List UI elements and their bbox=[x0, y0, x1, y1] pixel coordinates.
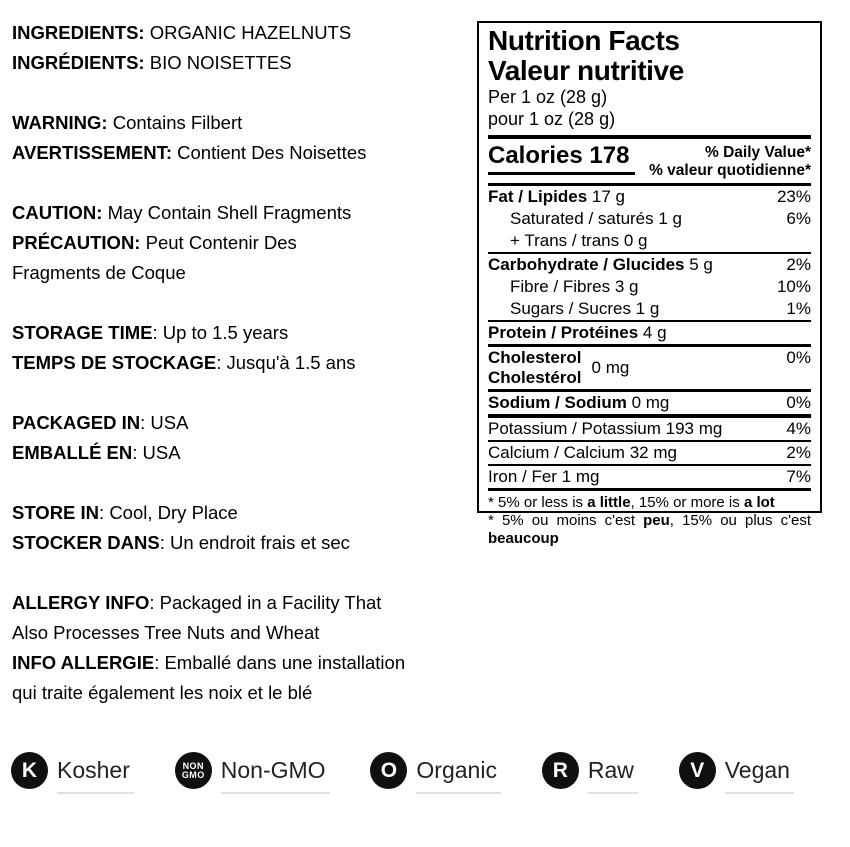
badge-vegan bbox=[679, 752, 790, 789]
badge-raw bbox=[542, 752, 634, 789]
badge-icon-text: GMO bbox=[181, 769, 205, 780]
label-line: EMBALLÉ EN: USA bbox=[12, 442, 181, 463]
nutrient-daily-value: 7% bbox=[786, 467, 811, 486]
nutrient-row bbox=[488, 344, 811, 389]
nf-header bbox=[488, 26, 811, 139]
label-group bbox=[12, 498, 470, 558]
nutrient-name: Calcium / Calcium 32 mg bbox=[488, 443, 677, 462]
label-group bbox=[12, 318, 470, 378]
kosher-icon bbox=[11, 752, 48, 789]
label-line-bold: ALLERGY INFO bbox=[12, 592, 150, 613]
nutrient-name-text: Fibre / Fibres bbox=[510, 277, 611, 296]
label-group bbox=[12, 198, 470, 288]
nf-serving-fr: pour 1 oz (28 g) bbox=[488, 109, 616, 129]
footnote-bold: a little bbox=[587, 494, 631, 511]
badge-kosher bbox=[11, 752, 130, 789]
label-line-bold: STOCKER DANS bbox=[12, 532, 160, 553]
nutrient-name-text: Iron / Fer bbox=[488, 467, 557, 486]
label-line: STOCKER DANS: Un endroit frais et sec bbox=[12, 532, 350, 553]
calories-row bbox=[488, 139, 811, 186]
certification-badges bbox=[11, 752, 790, 789]
footnote-bold: peu bbox=[643, 512, 670, 529]
nutrient-daily-value: 10% bbox=[776, 277, 811, 296]
nutrient-name-text: Carbohydrate / Glucides bbox=[488, 255, 685, 274]
nutrient-name: Carbohydrate / Glucides 5 g bbox=[488, 255, 713, 274]
nutrient-name-text: Protein / Protéines bbox=[488, 323, 639, 342]
label-line: AVERTISSEMENT: Contient Des Noisettes bbox=[12, 142, 367, 163]
nutrient-name: Fat / Lipides 17 g bbox=[488, 187, 625, 206]
organic-icon bbox=[370, 752, 407, 789]
footnote-text: * 5% ou moins c'est bbox=[488, 512, 644, 529]
nutrient-name: Iron / Fer 1 mg bbox=[488, 467, 600, 486]
daily-value-header bbox=[649, 143, 811, 180]
nutrient-row bbox=[488, 208, 811, 230]
label-line-bold: EMBALLÉ EN bbox=[12, 442, 133, 463]
nutrient-name-text: Saturated / saturés bbox=[510, 209, 654, 228]
nutrient-name: + Trans / trans 0 g bbox=[510, 231, 648, 250]
badge-non-gmo bbox=[175, 752, 326, 789]
label-line-bold: TEMPS DE STOCKAGE bbox=[12, 352, 217, 373]
badge-organic bbox=[370, 752, 497, 789]
footnote-line-fr bbox=[488, 512, 811, 530]
nutrient-row bbox=[488, 252, 811, 276]
footnote-line-fr-last: beaucoup bbox=[488, 530, 559, 547]
nutrient-name: Saturated / saturés 1 g bbox=[510, 209, 682, 228]
label-line-bold: STORAGE TIME bbox=[12, 322, 153, 343]
nutrient-name-line: Cholestérol bbox=[488, 368, 582, 387]
label-line-bold: INFO ALLERGIE bbox=[12, 652, 155, 673]
daily-value-en: % Daily Value* bbox=[705, 144, 811, 161]
footnote-line-en bbox=[488, 494, 811, 512]
nf-title-en: Nutrition Facts bbox=[488, 25, 680, 56]
label-line: PACKAGED IN: USA bbox=[12, 412, 189, 433]
nf-footnote bbox=[488, 488, 811, 548]
nutrient-name: Protein / Protéines 4 g bbox=[488, 323, 667, 342]
label-line: qui traite également les noix et le blé bbox=[12, 682, 313, 703]
nutrient-daily-value: 4% bbox=[786, 419, 811, 438]
label-line: INGRÉDIENTS: BIO NOISETTES bbox=[12, 52, 292, 73]
badge-label: Organic bbox=[416, 757, 497, 783]
label-group bbox=[12, 108, 470, 168]
nutrient-daily-value: 23% bbox=[776, 187, 811, 206]
calories-number: 178 bbox=[589, 142, 630, 169]
label-line: STORE IN: Cool, Dry Place bbox=[12, 502, 238, 523]
nutrient-daily-value: 0% bbox=[786, 348, 811, 367]
nutrient-row bbox=[488, 414, 811, 440]
label-line: CAUTION: May Contain Shell Fragments bbox=[12, 202, 352, 223]
label-line-bold: WARNING: bbox=[12, 112, 108, 133]
nutrient-name bbox=[488, 348, 629, 388]
label-line: WARNING: Contains Filbert bbox=[12, 112, 243, 133]
calories-label: Calories bbox=[488, 142, 583, 169]
label-line-bold: PRÉCAUTION: bbox=[12, 232, 141, 253]
nutrient-row bbox=[488, 464, 811, 488]
nutrient-rows bbox=[488, 186, 811, 488]
label-line-bold: STORE IN bbox=[12, 502, 100, 523]
label-info-column bbox=[12, 18, 470, 738]
nutrient-daily-value: 1% bbox=[786, 299, 811, 318]
label-line: Fragments de Coque bbox=[12, 262, 186, 283]
label-group bbox=[12, 18, 470, 78]
badge-icon-text: K bbox=[21, 758, 38, 782]
calories-value bbox=[488, 143, 635, 175]
nutrient-amount: 0 mg bbox=[591, 358, 630, 377]
footnote-text: * 5% or less is bbox=[488, 494, 588, 511]
nutrient-row bbox=[488, 230, 811, 252]
badge-label: Raw bbox=[587, 757, 634, 783]
label-line-bold: INGRÉDIENTS: bbox=[12, 52, 145, 73]
badge-icon-text: R bbox=[552, 758, 568, 782]
nutrient-name-text: Sodium / Sodium bbox=[488, 393, 627, 412]
nutrient-name-text: Calcium / Calcium bbox=[488, 443, 625, 462]
raw-icon bbox=[542, 752, 579, 789]
nutrient-name-stacked bbox=[488, 348, 629, 388]
nutrient-name: Fibre / Fibres 3 g bbox=[510, 277, 639, 296]
daily-value-fr: % valeur quotidienne* bbox=[649, 162, 811, 179]
nutrient-name-text: Potassium / Potassium bbox=[488, 419, 661, 438]
nutrient-name-text: + Trans / trans bbox=[510, 231, 620, 250]
footnote-text: , 15% ou plus c'est bbox=[669, 512, 811, 529]
label-line: INGREDIENTS: ORGANIC HAZELNUTS bbox=[12, 22, 352, 43]
non-gmo-icon bbox=[175, 752, 212, 789]
label-line: ALLERGY INFO: Packaged in a Facility That bbox=[12, 592, 382, 613]
badge-icon-text: NON bbox=[182, 760, 204, 771]
badge-icon-text: O bbox=[380, 758, 398, 782]
nutrient-row bbox=[488, 320, 811, 344]
nf-serving-en: Per 1 oz (28 g) bbox=[488, 87, 608, 107]
nutrient-daily-value: 0% bbox=[786, 393, 811, 412]
badge-icon-text: V bbox=[690, 758, 705, 782]
nutrient-name-lines bbox=[488, 348, 582, 388]
nutrient-row bbox=[488, 186, 811, 208]
nutrient-daily-value: 6% bbox=[786, 209, 811, 228]
label-line: Also Processes Tree Nuts and Wheat bbox=[12, 622, 320, 643]
footnote-bold: a lot bbox=[743, 494, 775, 511]
label-line-bold: AVERTISSEMENT: bbox=[12, 142, 173, 163]
nutrient-row bbox=[488, 276, 811, 298]
label-line: TEMPS DE STOCKAGE: Jusqu'à 1.5 ans bbox=[12, 352, 356, 373]
label-line-bold: INGREDIENTS: bbox=[12, 22, 145, 43]
label-group bbox=[12, 408, 470, 468]
nutrient-daily-value: 2% bbox=[786, 443, 811, 462]
footnote-text: , 15% or more is bbox=[630, 494, 744, 511]
nutrition-facts-panel bbox=[477, 21, 822, 547]
nutrient-row bbox=[488, 389, 811, 414]
badge-label: Kosher bbox=[57, 757, 130, 783]
badge-label: Non-GMO bbox=[220, 757, 326, 783]
nutrient-name-text: Fat / Lipides bbox=[488, 187, 588, 206]
label-group bbox=[12, 588, 470, 708]
label-line: PRÉCAUTION: Peut Contenir Des bbox=[12, 232, 297, 253]
label-line: INFO ALLERGIE: Emballé dans une installation bbox=[12, 652, 406, 673]
nutrient-name: Potassium / Potassium 193 mg bbox=[488, 419, 723, 438]
nutrient-name-line: Cholesterol bbox=[488, 348, 582, 367]
nutrient-row bbox=[488, 298, 811, 320]
label-line-bold: PACKAGED IN bbox=[12, 412, 141, 433]
badge-label: Vegan bbox=[724, 757, 790, 783]
vegan-icon bbox=[679, 752, 716, 789]
label-line-bold: CAUTION: bbox=[12, 202, 103, 223]
nutrient-row bbox=[488, 440, 811, 464]
nutrient-daily-value: 2% bbox=[786, 255, 811, 274]
nutrient-name: Sodium / Sodium 0 mg bbox=[488, 393, 670, 412]
nutrient-name: Sugars / Sucres 1 g bbox=[510, 299, 660, 318]
nutrient-name-text: Sugars / Sucres bbox=[510, 299, 631, 318]
label-line: STORAGE TIME: Up to 1.5 years bbox=[12, 322, 289, 343]
nf-title-fr: Valeur nutritive bbox=[488, 55, 684, 86]
